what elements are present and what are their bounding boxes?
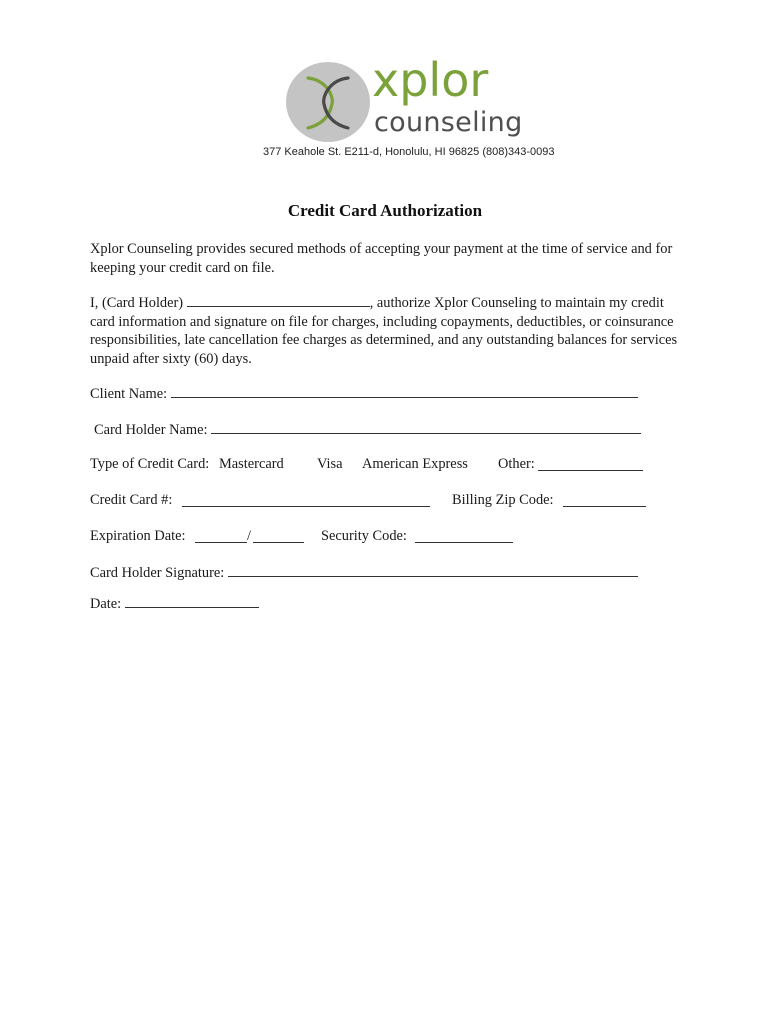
billing-zip-label: Billing Zip Code: [452,492,554,508]
card-type-other-field[interactable] [538,457,643,471]
signature-field[interactable] [228,563,638,577]
expiration-label: Expiration Date: [90,528,186,544]
card-type-option-visa[interactable]: Visa [317,456,343,472]
billing-zip-field[interactable] [563,493,646,507]
card-holder-name-field[interactable] [211,420,641,434]
card-number-label: Credit Card #: [90,492,173,508]
date-field[interactable] [125,594,259,608]
card-type-option-mastercard[interactable]: Mastercard [219,456,284,472]
authorization-paragraph [90,293,680,368]
authorization-prefix: I, (Card Holder) [90,295,187,311]
expiration-separator: / [247,528,251,544]
client-name-label: Client Name: [90,386,171,402]
client-name-row [90,384,638,403]
client-name-field[interactable] [171,384,638,398]
authorization-suffix: , authorize Xplor Counseling to maintain my credit card information and signature on file for charges, including copayments, deductibles, or coinsurance responsibilities, late cancellation fee charges as determined, and any outstanding balances for services unpaid after sixty (60) days. [90,295,678,367]
expiration-year-field[interactable] [253,529,304,543]
expiration-row [90,527,690,547]
card-type-option-amex[interactable]: American Express [362,456,468,472]
company-logo [286,53,526,144]
card-holder-name-label: Card Holder Name: [94,422,212,438]
security-code-field[interactable] [415,529,513,543]
company-address: 377 Keahole St. E211-d, Honolulu, HI 96825 (808)343-0093 [263,146,555,158]
date-label: Date: [90,596,125,612]
card-type-label: Type of Credit Card: [90,456,210,472]
signature-row [90,563,638,582]
page-title: Credit Card Authorization [287,201,483,220]
security-code-label: Security Code: [321,528,407,544]
card-type-row [90,455,690,475]
expiration-month-field[interactable] [195,529,247,543]
card-type-other-label: Other: [498,456,535,472]
xplor-logo-mark-icon [286,62,370,142]
card-holder-inline-field[interactable] [187,293,370,307]
card-number-row [90,491,690,511]
card-number-field[interactable] [182,493,430,507]
logo-wordmark-counseling: counseling [374,107,523,138]
logo-wordmark-xplor: xplor [372,53,489,107]
card-holder-name-row [94,420,641,439]
date-row [90,594,259,613]
intro-paragraph: Xplor Counseling provides secured methods of accepting your payment at the time of service and for keeping your credit card on file. [90,241,673,276]
signature-label: Card Holder Signature: [90,565,228,581]
